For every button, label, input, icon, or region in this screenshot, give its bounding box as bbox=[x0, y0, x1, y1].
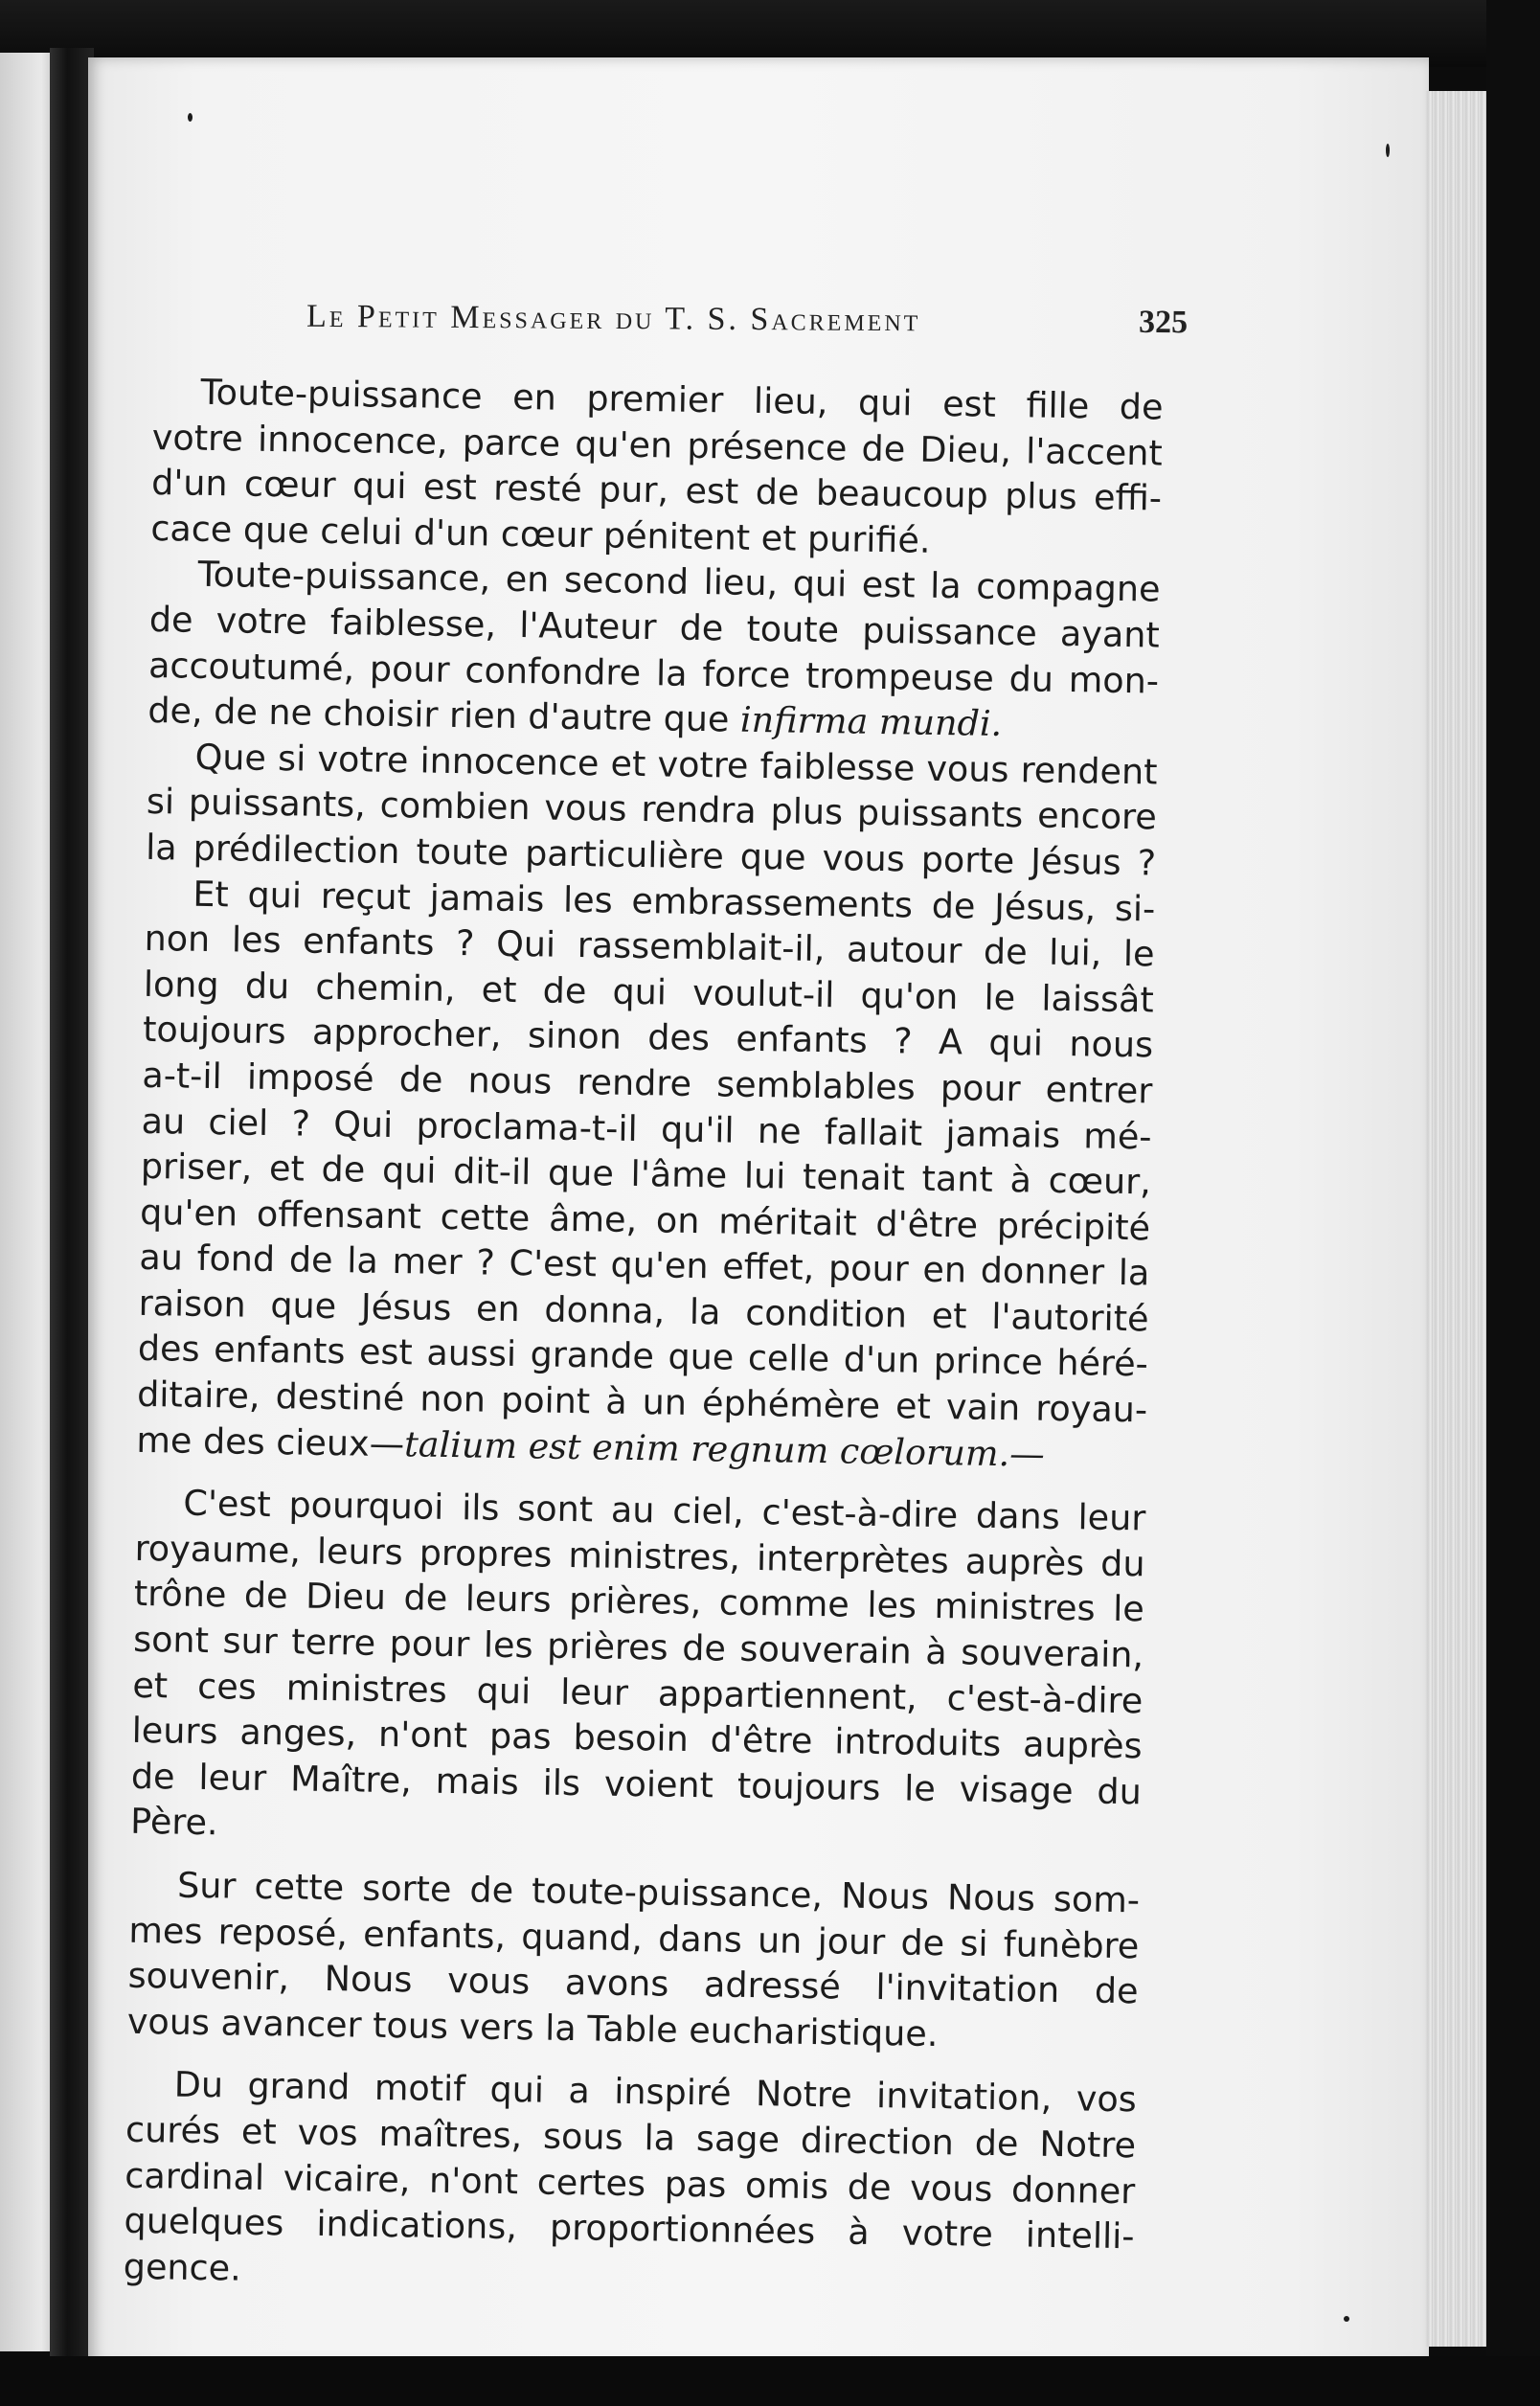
text-line: accoutumé, pour confondre la force trompeuse du mon- bbox=[147, 644, 1160, 702]
text-line: curés et vos maîtres, sous la sage direction de Notre bbox=[125, 2108, 1137, 2167]
text-line: Sur cette sorte de toute-puissance, Nous Nous som- bbox=[176, 1864, 1141, 1921]
text-line: C'est pourquoi ils sont au ciel, c'est-à-dire dans leur bbox=[183, 1482, 1146, 1539]
text-line: des enfants est aussi grande que celle d'un prince héré- bbox=[137, 1328, 1149, 1385]
text-line: au ciel ? Qui proclama-t-il qu'il ne fallait jamais mé- bbox=[141, 1100, 1152, 1157]
paragraph bbox=[150, 369, 1164, 567]
latin-quote: talium est enim regnum cœlorum.— bbox=[403, 1422, 1046, 1475]
text-line: non les enfants ? Qui rassemblait-il, autour de lui, le bbox=[144, 918, 1155, 975]
paragraph bbox=[130, 1480, 1146, 1860]
text-line: a-t-il imposé de nous rendre semblables pour entrer bbox=[142, 1054, 1153, 1112]
journal-title: Le Petit Messager du T. S. Sacrement bbox=[306, 298, 921, 339]
text-line: royaume, leurs propres ministres, interprètes auprès du bbox=[134, 1527, 1145, 1585]
latin-quote: infirma mundi. bbox=[739, 698, 1003, 745]
page-stack-edges bbox=[1425, 91, 1492, 2347]
dust-speck bbox=[1344, 2316, 1349, 2322]
text-line: votre innocence, parce qu'en présence de Dieu, l'accent bbox=[151, 416, 1164, 474]
scan-right-border bbox=[1486, 0, 1540, 2406]
text-line: trône de Dieu de leurs prières, comme les ministres le bbox=[133, 1573, 1145, 1630]
text-line: souvenir, Nous vous avons adressé l'invitation de bbox=[127, 1954, 1139, 2012]
text-line: quelques indications, proportionnées à votre intelli- bbox=[124, 2199, 1135, 2258]
dust-speck bbox=[1386, 144, 1390, 157]
text-run: de, de ne choisir rien d'autre que bbox=[147, 690, 741, 740]
dust-speck bbox=[188, 113, 192, 122]
text-line: gence. bbox=[123, 2245, 242, 2289]
text-line: leurs anges, n'ont pas besoin d'être introduits auprès bbox=[131, 1710, 1143, 1767]
text-line: priser, et de qui dit-il que l'âme lui tenait tant à cœur, bbox=[140, 1145, 1152, 1203]
text-line: et ces ministres qui leur appartiennent, c'est-à-dire bbox=[132, 1664, 1144, 1722]
text-line: sont sur terre pour les prières de souverain à souverain, bbox=[132, 1618, 1144, 1676]
text-line: qu'en offensant cette âme, on méritait d'être précipité bbox=[139, 1191, 1151, 1249]
paragraph bbox=[136, 870, 1156, 1478]
paragraph bbox=[146, 734, 1158, 886]
text-line: raison que Jésus en donna, la condition et l'autorité bbox=[138, 1282, 1149, 1340]
running-head bbox=[306, 299, 1188, 352]
text-line: Et qui reçut jamais les embrassements de Jésus, si- bbox=[192, 873, 1156, 930]
text-line: si puissants, combien vous rendra plus puissants encore bbox=[146, 781, 1158, 838]
text-line: Père. bbox=[129, 1801, 218, 1844]
text-line: d'un cœur qui est resté pur, est de beaucoup plus effi- bbox=[150, 462, 1163, 519]
text-line: Toute-puissance, en second lieu, qui est la compagne bbox=[197, 554, 1161, 610]
paragraph bbox=[127, 1862, 1141, 2060]
body-text bbox=[124, 369, 1164, 2305]
text-line: Du grand motif qui a inspiré Notre invitation, vos bbox=[173, 2063, 1138, 2121]
text-line: Toute-puissance en premier lieu, qui est fille de bbox=[200, 371, 1164, 428]
text-line: la prédilection toute particulière que vous porte Jésus ? bbox=[145, 826, 1157, 884]
text-line: toujours approcher, sinon des enfants ? A qui nous bbox=[142, 1009, 1154, 1066]
page-number: 325 bbox=[1138, 304, 1189, 341]
text-line: Que si votre innocence et votre faiblesse vous rendent bbox=[194, 736, 1158, 793]
text-line: de leur Maître, mais ils voient toujours le visage du bbox=[130, 1755, 1143, 1813]
text-line: vous avancer tous vers la Table eucharistique. bbox=[126, 2000, 939, 2054]
paragraph bbox=[147, 551, 1161, 749]
text-line: cace que celui d'un cœur pénitent et purifié. bbox=[150, 507, 931, 561]
text-line: mes reposé, enfants, quand, dans un jour de si funèbre bbox=[128, 1909, 1140, 1966]
text-line: long du chemin, et de qui voulut-il qu'on le laissât bbox=[143, 963, 1155, 1021]
text-line: de votre faiblesse, l'Auteur de toute puissance ayant bbox=[148, 598, 1161, 656]
text-line: ditaire, destiné non point à un éphémère et vain royau- bbox=[136, 1373, 1148, 1431]
text-run: me des cieux— bbox=[136, 1419, 405, 1464]
paragraph bbox=[124, 2061, 1138, 2305]
text-line: cardinal vicaire, n'ont certes pas omis de vous donner bbox=[125, 2154, 1136, 2212]
text-line: au fond de la mer ? C'est qu'en effet, pour en donner la bbox=[139, 1237, 1150, 1294]
scan-bottom-border bbox=[0, 2356, 1540, 2406]
